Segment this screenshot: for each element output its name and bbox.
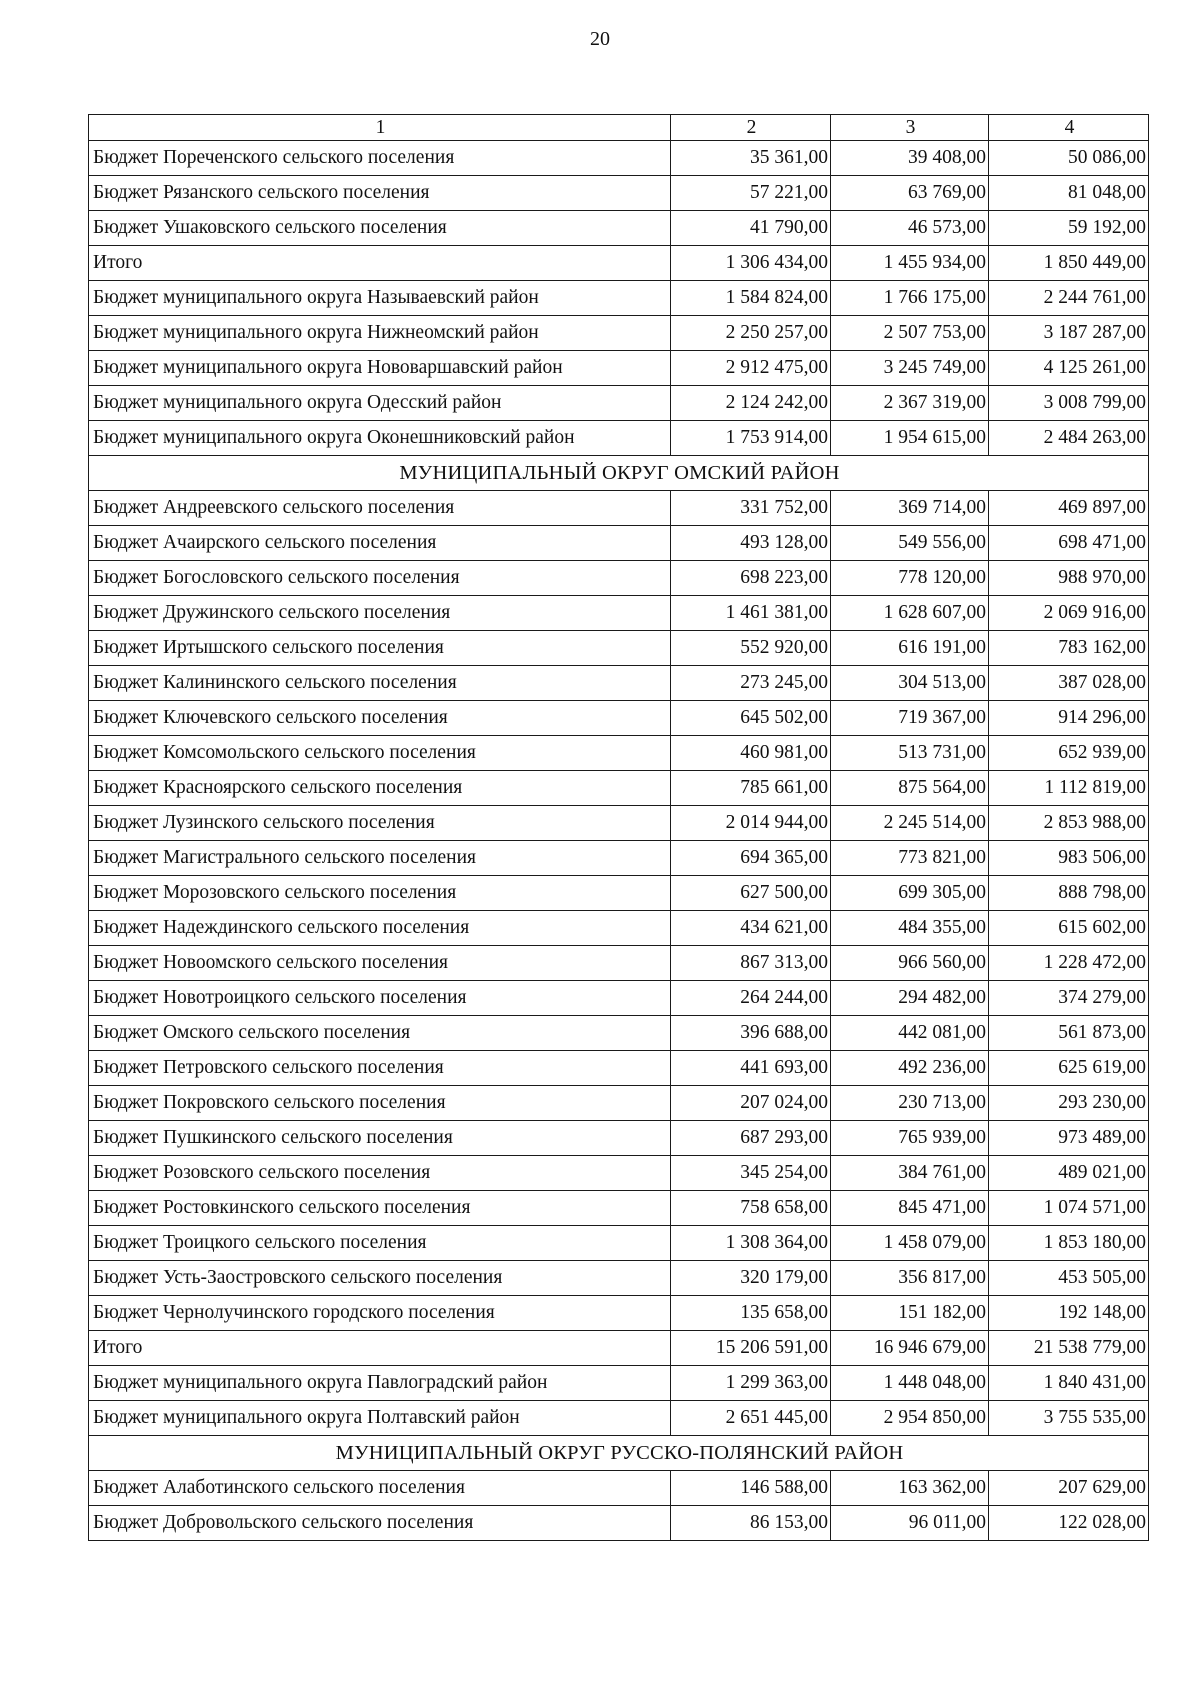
budget-name-cell: Бюджет Ключевского сельского поселения <box>89 701 671 736</box>
table-row <box>89 1261 1149 1296</box>
amount-cell-col2: 1 461 381,00 <box>671 596 831 631</box>
amount-cell-col3: 2 954 850,00 <box>831 1401 989 1436</box>
header-cell: 4 <box>989 115 1149 141</box>
amount-cell-col2: 2 651 445,00 <box>671 1401 831 1436</box>
amount-cell-col2: 694 365,00 <box>671 841 831 876</box>
budget-name-cell: Бюджет Лузинского сельского поселения <box>89 806 671 841</box>
amount-cell-col2: 460 981,00 <box>671 736 831 771</box>
table-row <box>89 1086 1149 1121</box>
amount-cell-col3: 356 817,00 <box>831 1261 989 1296</box>
budget-name-cell: Бюджет Калининского сельского поселения <box>89 666 671 701</box>
amount-cell-col2: 698 223,00 <box>671 561 831 596</box>
budget-name-cell: Бюджет Пушкинского сельского поселения <box>89 1121 671 1156</box>
amount-cell-col4: 698 471,00 <box>989 526 1149 561</box>
budget-name-cell: Бюджет Ушаковского сельского поселения <box>89 211 671 246</box>
budget-name-cell: Бюджет Добровольского сельского поселения <box>89 1506 671 1541</box>
amount-cell-col2: 57 221,00 <box>671 176 831 211</box>
amount-cell-col2: 135 658,00 <box>671 1296 831 1331</box>
table-row <box>89 841 1149 876</box>
budget-name-cell: Бюджет Чернолучинского городского поселения <box>89 1296 671 1331</box>
amount-cell-col4: 1 840 431,00 <box>989 1366 1149 1401</box>
amount-cell-col3: 765 939,00 <box>831 1121 989 1156</box>
amount-cell-col4: 988 970,00 <box>989 561 1149 596</box>
amount-cell-col3: 2 245 514,00 <box>831 806 989 841</box>
amount-cell-col2: 758 658,00 <box>671 1191 831 1226</box>
budget-name-cell: Бюджет муниципального округа Нижнеомский район <box>89 316 671 351</box>
amount-cell-col4: 983 506,00 <box>989 841 1149 876</box>
amount-cell-col4: 50 086,00 <box>989 141 1149 176</box>
amount-cell-col2: 552 920,00 <box>671 631 831 666</box>
table-row <box>89 1156 1149 1191</box>
amount-cell-col2: 396 688,00 <box>671 1016 831 1051</box>
budget-name-cell: Бюджет Морозовского сельского поселения <box>89 876 671 911</box>
amount-cell-col2: 1 753 914,00 <box>671 421 831 456</box>
table-row <box>89 596 1149 631</box>
budget-name-cell: Бюджет Надеждинского сельского поселения <box>89 911 671 946</box>
budget-name-cell: Бюджет Красноярского сельского поселения <box>89 771 671 806</box>
table-row <box>89 806 1149 841</box>
amount-cell-col3: 2 507 753,00 <box>831 316 989 351</box>
amount-cell-col3: 369 714,00 <box>831 491 989 526</box>
amount-cell-col4: 1 074 571,00 <box>989 1191 1149 1226</box>
table-row <box>89 876 1149 911</box>
amount-cell-col4: 207 629,00 <box>989 1471 1149 1506</box>
budget-name-cell: Бюджет Новоомского сельского поселения <box>89 946 671 981</box>
amount-cell-col3: 442 081,00 <box>831 1016 989 1051</box>
amount-cell-col2: 867 313,00 <box>671 946 831 981</box>
amount-cell-col4: 888 798,00 <box>989 876 1149 911</box>
amount-cell-col2: 207 024,00 <box>671 1086 831 1121</box>
amount-cell-col2: 1 306 434,00 <box>671 246 831 281</box>
amount-cell-col4: 81 048,00 <box>989 176 1149 211</box>
amount-cell-col3: 616 191,00 <box>831 631 989 666</box>
amount-cell-col3: 46 573,00 <box>831 211 989 246</box>
amount-cell-col2: 264 244,00 <box>671 981 831 1016</box>
table-row <box>89 981 1149 1016</box>
header-cell: 1 <box>89 115 671 141</box>
amount-cell-col3: 151 182,00 <box>831 1296 989 1331</box>
amount-cell-col4: 1 850 449,00 <box>989 246 1149 281</box>
amount-cell-col3: 3 245 749,00 <box>831 351 989 386</box>
amount-cell-col4: 3 187 287,00 <box>989 316 1149 351</box>
budget-name-cell: Бюджет Комсомольского сельского поселения <box>89 736 671 771</box>
amount-cell-col2: 345 254,00 <box>671 1156 831 1191</box>
budget-name-cell: Бюджет Новотроицкого сельского поселения <box>89 981 671 1016</box>
amount-cell-col2: 2 912 475,00 <box>671 351 831 386</box>
budget-name-cell: Бюджет Андреевского сельского поселения <box>89 491 671 526</box>
amount-cell-col4: 1 228 472,00 <box>989 946 1149 981</box>
amount-cell-col2: 41 790,00 <box>671 211 831 246</box>
amount-cell-col4: 1 112 819,00 <box>989 771 1149 806</box>
budget-name-cell: Бюджет муниципального округа Полтавский район <box>89 1401 671 1436</box>
table-row <box>89 946 1149 981</box>
amount-cell-col3: 549 556,00 <box>831 526 989 561</box>
table-row <box>89 1016 1149 1051</box>
amount-cell-col3: 484 355,00 <box>831 911 989 946</box>
budget-name-cell: Бюджет муниципального округа Одесский район <box>89 386 671 421</box>
table-row <box>89 246 1149 281</box>
amount-cell-col2: 331 752,00 <box>671 491 831 526</box>
table-row <box>89 1401 1149 1436</box>
amount-cell-col2: 1 299 363,00 <box>671 1366 831 1401</box>
amount-cell-col2: 1 584 824,00 <box>671 281 831 316</box>
table-row <box>89 141 1149 176</box>
table-body <box>89 115 1149 1541</box>
budget-name-cell: Бюджет Алаботинского сельского поселения <box>89 1471 671 1506</box>
table-row <box>89 666 1149 701</box>
budget-name-cell: Бюджет Омского сельского поселения <box>89 1016 671 1051</box>
table-row <box>89 1506 1149 1541</box>
amount-cell-col2: 687 293,00 <box>671 1121 831 1156</box>
table-row <box>89 1331 1149 1366</box>
table-row <box>89 1051 1149 1086</box>
amount-cell-col4: 973 489,00 <box>989 1121 1149 1156</box>
amount-cell-col2: 146 588,00 <box>671 1471 831 1506</box>
table-row <box>89 631 1149 666</box>
amount-cell-col4: 615 602,00 <box>989 911 1149 946</box>
amount-cell-col3: 845 471,00 <box>831 1191 989 1226</box>
amount-cell-col4: 2 069 916,00 <box>989 596 1149 631</box>
table-row <box>89 1121 1149 1156</box>
section-title: МУНИЦИПАЛЬНЫЙ ОКРУГ РУССКО-ПОЛЯНСКИЙ РАЙОН <box>89 1436 1149 1471</box>
amount-cell-col4: 122 028,00 <box>989 1506 1149 1541</box>
budget-name-cell: Бюджет Троицкого сельского поселения <box>89 1226 671 1261</box>
amount-cell-col3: 719 367,00 <box>831 701 989 736</box>
amount-cell-col2: 441 693,00 <box>671 1051 831 1086</box>
table-row <box>89 1296 1149 1331</box>
amount-cell-col4: 2 484 263,00 <box>989 421 1149 456</box>
amount-cell-col3: 778 120,00 <box>831 561 989 596</box>
amount-cell-col3: 294 482,00 <box>831 981 989 1016</box>
amount-cell-col3: 163 362,00 <box>831 1471 989 1506</box>
amount-cell-col3: 513 731,00 <box>831 736 989 771</box>
amount-cell-col2: 493 128,00 <box>671 526 831 561</box>
amount-cell-col4: 387 028,00 <box>989 666 1149 701</box>
amount-cell-col3: 1 448 048,00 <box>831 1366 989 1401</box>
budget-name-cell: Бюджет муниципального округа Нововаршавский район <box>89 351 671 386</box>
budget-name-cell: Бюджет муниципального округа Оконешниковский район <box>89 421 671 456</box>
amount-cell-col3: 16 946 679,00 <box>831 1331 989 1366</box>
section-header-row <box>89 1436 1149 1471</box>
amount-cell-col3: 384 761,00 <box>831 1156 989 1191</box>
amount-cell-col4: 192 148,00 <box>989 1296 1149 1331</box>
amount-cell-col4: 2 244 761,00 <box>989 281 1149 316</box>
amount-cell-col4: 1 853 180,00 <box>989 1226 1149 1261</box>
amount-cell-col2: 273 245,00 <box>671 666 831 701</box>
amount-cell-col3: 1 628 607,00 <box>831 596 989 631</box>
amount-cell-col3: 966 560,00 <box>831 946 989 981</box>
table-row <box>89 281 1149 316</box>
table-row <box>89 491 1149 526</box>
amount-cell-col2: 35 361,00 <box>671 141 831 176</box>
table-row <box>89 911 1149 946</box>
budget-name-cell: Бюджет Ростовкинского сельского поселения <box>89 1191 671 1226</box>
amount-cell-col3: 773 821,00 <box>831 841 989 876</box>
section-title: МУНИЦИПАЛЬНЫЙ ОКРУГ ОМСКИЙ РАЙОН <box>89 456 1149 491</box>
budget-name-cell: Бюджет муниципального округа Называевский район <box>89 281 671 316</box>
budget-name-cell: Бюджет Розовского сельского поселения <box>89 1156 671 1191</box>
budget-name-cell: Бюджет Иртышского сельского поселения <box>89 631 671 666</box>
amount-cell-col3: 1 455 934,00 <box>831 246 989 281</box>
amount-cell-col3: 63 769,00 <box>831 176 989 211</box>
table-row <box>89 421 1149 456</box>
amount-cell-col4: 561 873,00 <box>989 1016 1149 1051</box>
amount-cell-col4: 625 619,00 <box>989 1051 1149 1086</box>
amount-cell-col2: 2 124 242,00 <box>671 386 831 421</box>
table-row <box>89 386 1149 421</box>
amount-cell-col4: 783 162,00 <box>989 631 1149 666</box>
column-number-header-row <box>89 115 1149 141</box>
section-header-row <box>89 456 1149 491</box>
amount-cell-col4: 4 125 261,00 <box>989 351 1149 386</box>
amount-cell-col3: 96 011,00 <box>831 1506 989 1541</box>
amount-cell-col4: 21 538 779,00 <box>989 1331 1149 1366</box>
header-cell: 2 <box>671 115 831 141</box>
amount-cell-col2: 1 308 364,00 <box>671 1226 831 1261</box>
table-row <box>89 526 1149 561</box>
budget-name-cell: Бюджет Дружинского сельского поселения <box>89 596 671 631</box>
table-row <box>89 176 1149 211</box>
amount-cell-col4: 293 230,00 <box>989 1086 1149 1121</box>
amount-cell-col3: 230 713,00 <box>831 1086 989 1121</box>
amount-cell-col3: 1 766 175,00 <box>831 281 989 316</box>
amount-cell-col4: 489 021,00 <box>989 1156 1149 1191</box>
amount-cell-col2: 434 621,00 <box>671 911 831 946</box>
table-row <box>89 1191 1149 1226</box>
amount-cell-col3: 304 513,00 <box>831 666 989 701</box>
table-row <box>89 561 1149 596</box>
budget-table <box>88 114 1149 1541</box>
budget-name-cell: Бюджет Петровского сельского поселения <box>89 1051 671 1086</box>
amount-cell-col4: 2 853 988,00 <box>989 806 1149 841</box>
page-number: 20 <box>590 28 610 50</box>
budget-name-cell: Итого <box>89 1331 671 1366</box>
budget-name-cell: Бюджет Рязанского сельского поселения <box>89 176 671 211</box>
amount-cell-col2: 86 153,00 <box>671 1506 831 1541</box>
table-row <box>89 351 1149 386</box>
amount-cell-col4: 3 755 535,00 <box>989 1401 1149 1436</box>
budget-name-cell: Бюджет Ачаирского сельского поселения <box>89 526 671 561</box>
amount-cell-col2: 785 661,00 <box>671 771 831 806</box>
amount-cell-col3: 875 564,00 <box>831 771 989 806</box>
table-row <box>89 1471 1149 1506</box>
amount-cell-col3: 699 305,00 <box>831 876 989 911</box>
amount-cell-col3: 39 408,00 <box>831 141 989 176</box>
header-cell: 3 <box>831 115 989 141</box>
amount-cell-col4: 374 279,00 <box>989 981 1149 1016</box>
amount-cell-col4: 652 939,00 <box>989 736 1149 771</box>
amount-cell-col2: 627 500,00 <box>671 876 831 911</box>
amount-cell-col3: 492 236,00 <box>831 1051 989 1086</box>
budget-name-cell: Бюджет Пореченского сельского поселения <box>89 141 671 176</box>
table-row <box>89 771 1149 806</box>
amount-cell-col3: 1 458 079,00 <box>831 1226 989 1261</box>
amount-cell-col2: 2 014 944,00 <box>671 806 831 841</box>
amount-cell-col4: 3 008 799,00 <box>989 386 1149 421</box>
amount-cell-col4: 469 897,00 <box>989 491 1149 526</box>
table-row <box>89 1226 1149 1261</box>
amount-cell-col4: 59 192,00 <box>989 211 1149 246</box>
table-row <box>89 316 1149 351</box>
table-row <box>89 736 1149 771</box>
amount-cell-col2: 2 250 257,00 <box>671 316 831 351</box>
amount-cell-col2: 15 206 591,00 <box>671 1331 831 1366</box>
budget-name-cell: Бюджет Покровского сельского поселения <box>89 1086 671 1121</box>
budget-name-cell: Итого <box>89 246 671 281</box>
budget-name-cell: Бюджет Магистрального сельского поселения <box>89 841 671 876</box>
budget-name-cell: Бюджет Богословского сельского поселения <box>89 561 671 596</box>
amount-cell-col2: 645 502,00 <box>671 701 831 736</box>
table-row <box>89 211 1149 246</box>
amount-cell-col4: 453 505,00 <box>989 1261 1149 1296</box>
amount-cell-col3: 1 954 615,00 <box>831 421 989 456</box>
table-row <box>89 1366 1149 1401</box>
amount-cell-col2: 320 179,00 <box>671 1261 831 1296</box>
amount-cell-col4: 914 296,00 <box>989 701 1149 736</box>
budget-name-cell: Бюджет Усть-Заостровского сельского поселения <box>89 1261 671 1296</box>
budget-name-cell: Бюджет муниципального округа Павлоградский район <box>89 1366 671 1401</box>
amount-cell-col3: 2 367 319,00 <box>831 386 989 421</box>
table-row <box>89 701 1149 736</box>
